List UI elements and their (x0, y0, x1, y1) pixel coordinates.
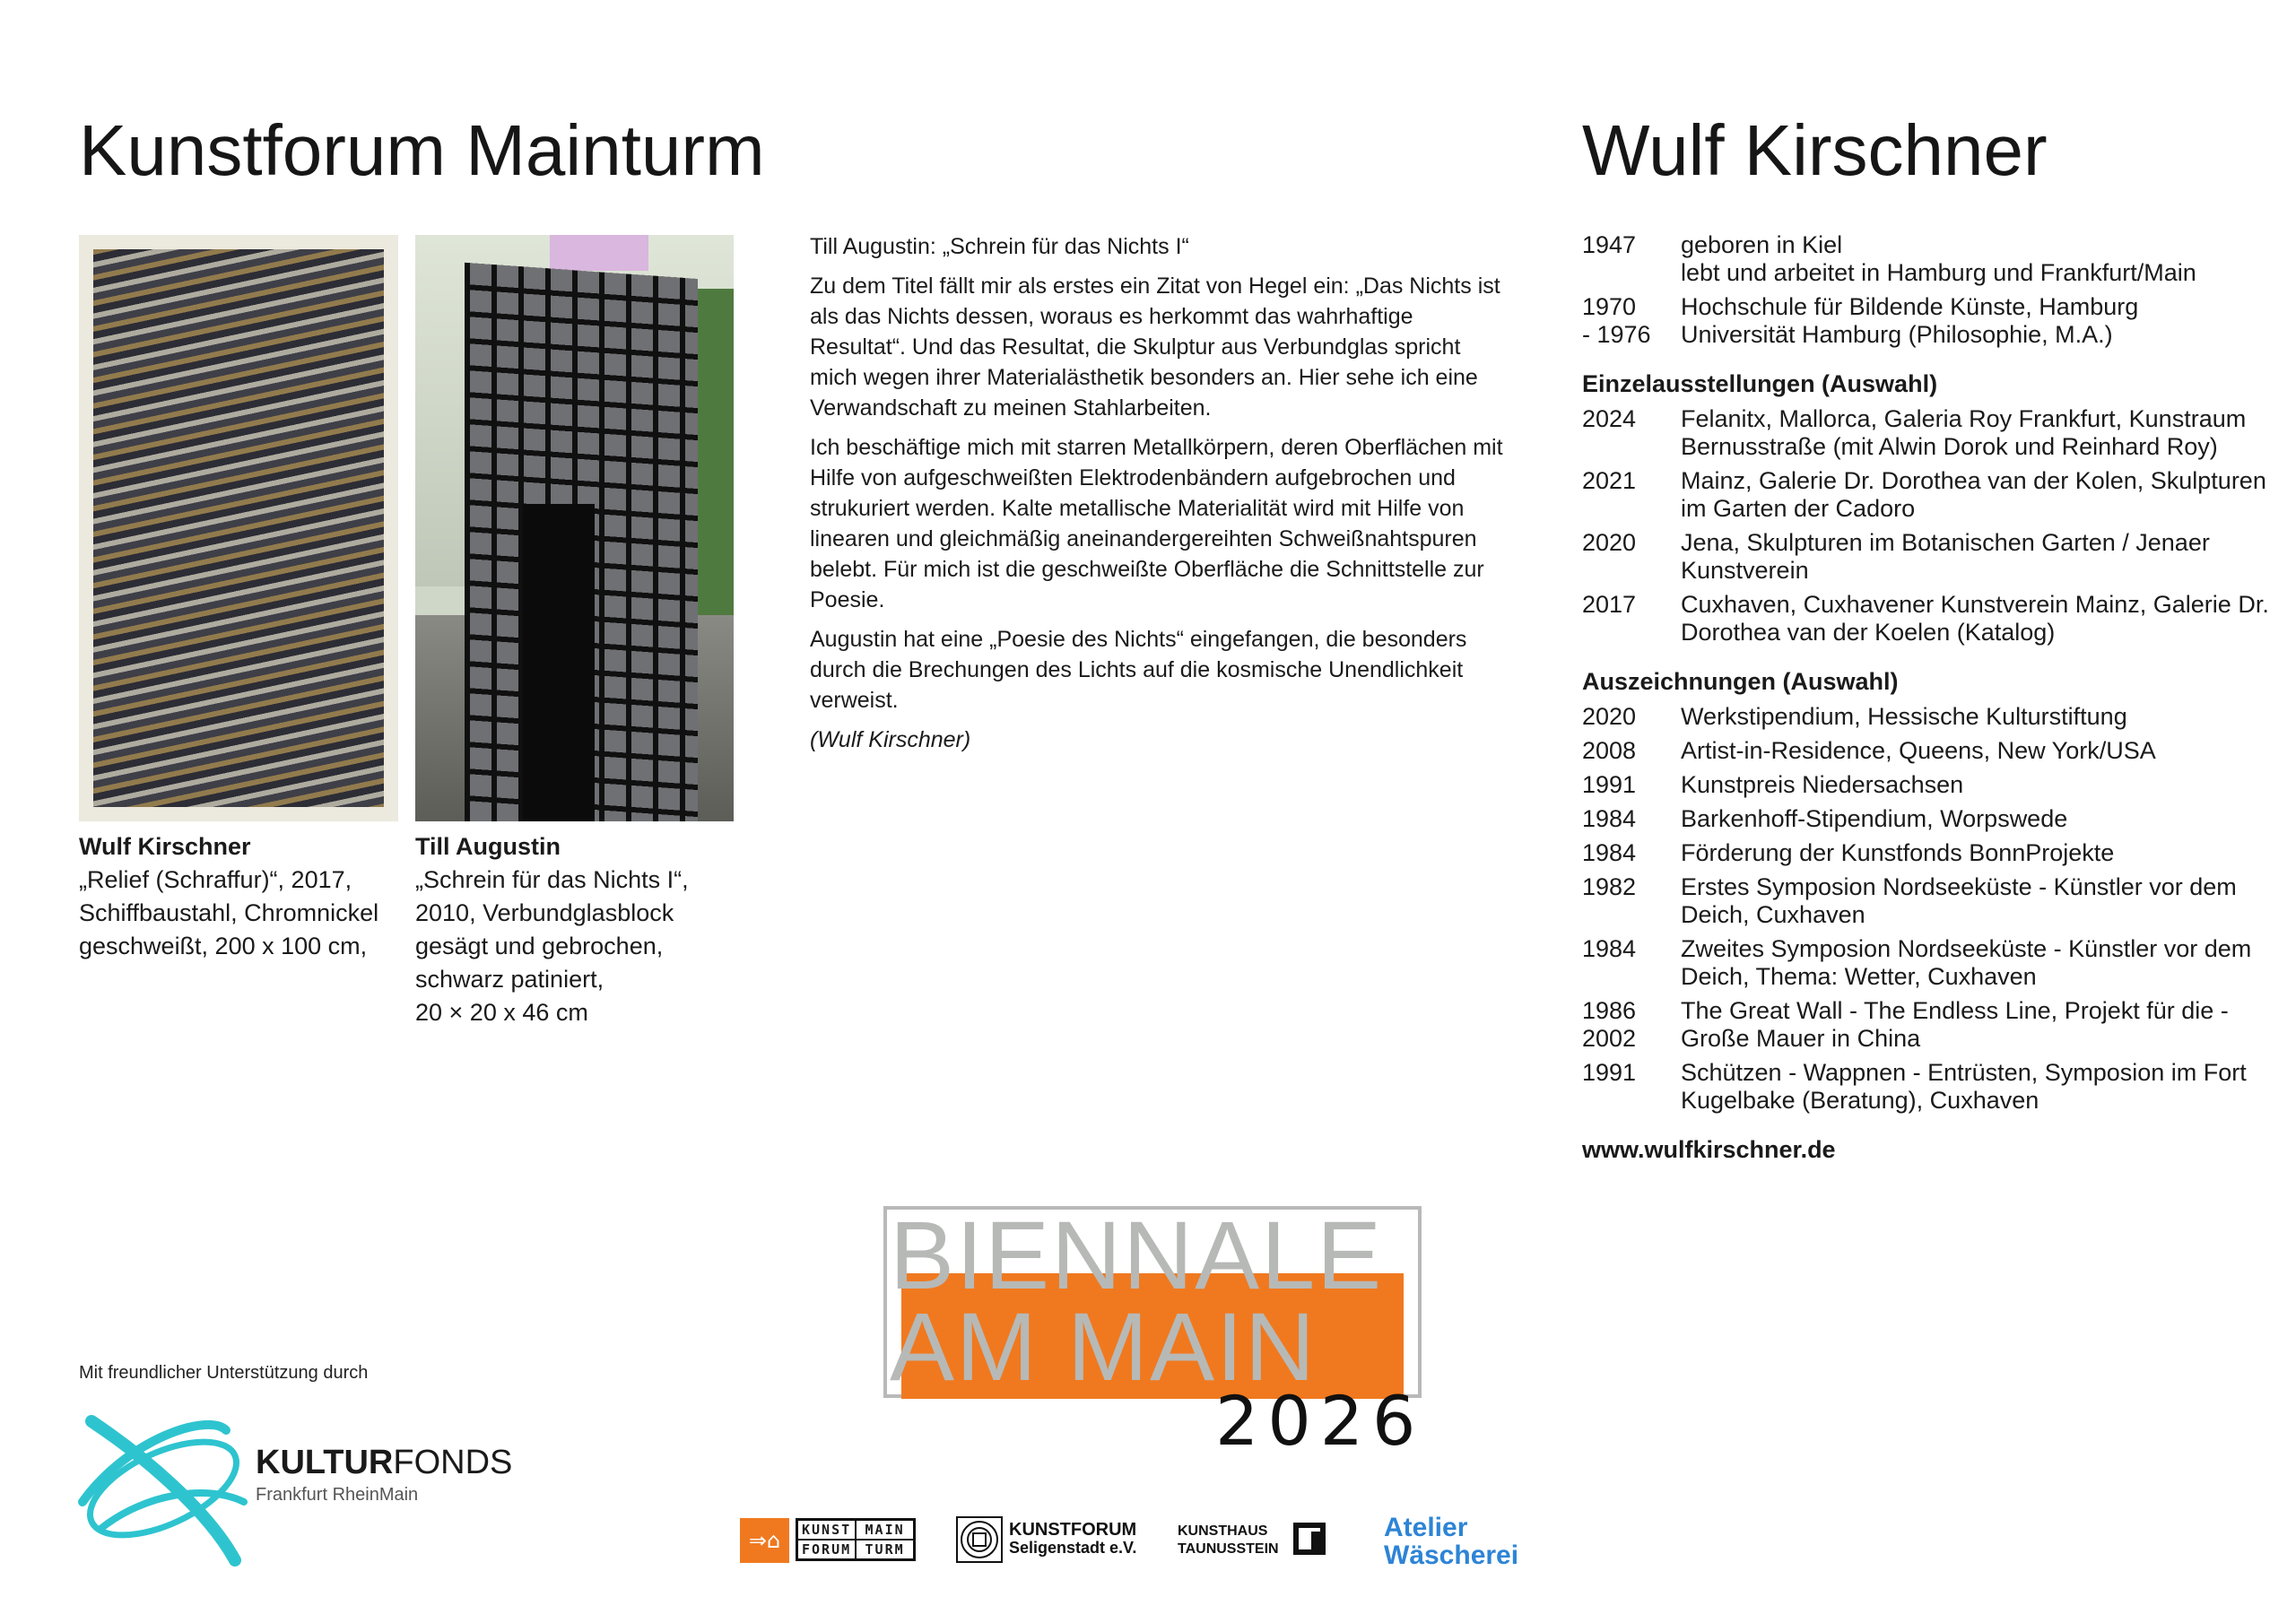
cv-text: Werkstipendium, Hessische Kulturstiftung (1681, 703, 2127, 730)
cv-row (1582, 997, 2282, 1053)
caption-line: 20 × 20 x 46 cm (415, 999, 588, 1026)
cv-year: 2020 (1582, 529, 1637, 556)
cv-row (1582, 529, 2282, 585)
kulturfonds-name (256, 1444, 512, 1482)
logo-text: KUNSTFORUM (1009, 1520, 1137, 1540)
essay-paragraph: Zu dem Titel fällt mir als erstes ein Zitat von Hegel ein: „Das Nichts ist als das Nichts dessen, woraus es herkommt das wahrhaftige Resultat“. Und das Resultat, die Skulptur aus Verbundglas spricht mich wegen ihrer Materialästhetik besonders an. Hier sehe ich eine Verwandschaft zu meinen Stahlarbeiten. (810, 273, 1500, 421)
cv-text: Kunstpreis Niedersachsen (1681, 771, 1964, 798)
logo-text: TAUNUSSTEIN (1178, 1541, 1279, 1557)
kunsthaus-square-icon (1293, 1523, 1326, 1555)
cv-text: Förderung der Kunstfonds BonnProjekte (1681, 839, 2115, 866)
cv-year: 1984 (1582, 805, 1637, 832)
cv-row (1582, 467, 2282, 523)
cv-text: Erstes Symposion Nordseeküste - Künstler vor dem Deich, Cuxhaven (1681, 873, 2237, 928)
atelier-waescherei-logo (1384, 1514, 1518, 1569)
logo-text: Seligenstadt e.V. (1009, 1539, 1137, 1557)
artwork-shrine-image (415, 235, 734, 821)
kunstforum-mainturm-logo (796, 1518, 916, 1561)
kulturfonds-logo-icon (74, 1403, 253, 1574)
essay-paragraph: Ich beschäftige mich mit starren Metallkörpern, deren Oberflächen mit Hilfe von aufgeschweißten Elektrodenbändern aufgebrochen und strukuriert werden. Kalte metallische Materialität wird mit Hilfe von linearen und gleichmäßig aneinandergereihten Schweißnahtspuren belebt. Für mich ist die geschweißte Oberfläche die Schnittstelle zur Poesie. (810, 435, 1503, 612)
caption-line: gesägt und gebrochen, (415, 933, 664, 959)
essay (810, 231, 1514, 764)
biennale-logo-line2: AM MAIN (890, 1292, 1318, 1401)
caption-line: schwarz patiniert, (415, 966, 604, 993)
cv-awards (1582, 668, 2282, 1115)
sponsor-label: Mit freundlicher Unterstützung durch (79, 1363, 369, 1383)
cv-row (1582, 771, 2282, 799)
cv-row (1582, 703, 2282, 731)
cv-row (1582, 839, 2282, 867)
cv-year: 2008 (1582, 737, 1637, 764)
cv-exhibitions (1582, 370, 2282, 647)
cv-year: 1984 (1582, 839, 1637, 866)
cv-text: Cuxhaven, Cuxhavener Kunstverein Mainz, Galerie Dr. Dorothea van der Koelen (Katalog) (1681, 591, 2269, 646)
logo-text: FORUM (797, 1540, 856, 1559)
cv-text: Zweites Symposion Nordseeküste - Künstler vor dem Deich, Thema: Wetter, Cuxhaven (1681, 935, 2252, 990)
cv-row (1582, 405, 2282, 461)
cv-year: 2017 (1582, 591, 1637, 618)
cv-row (1582, 805, 2282, 833)
cv-text: Hochschule für Bildende Künste, Hamburg Universität Hamburg (Philosophie, M.A.) (1681, 293, 2139, 348)
cv-row (1582, 873, 2282, 929)
kulturfonds-name-bold: KULTUR (256, 1444, 394, 1481)
caption-line: geschweißt, 200 x 100 cm, (79, 933, 368, 959)
essay-signature: (Wulf Kirschner) (810, 727, 971, 752)
kunstforum-seligenstadt-icon (953, 1514, 1005, 1566)
cv-year: 1947 (1582, 231, 1637, 258)
cv-year: 1986 2002 (1582, 997, 1637, 1052)
kunsthaus-taunusstein-logo (1178, 1523, 1279, 1558)
cv-year: 2021 (1582, 467, 1637, 494)
awards-heading: Auszeichnungen (Auswahl) (1582, 668, 1899, 695)
cv-text: geboren in Kiel lebt und arbeitet in Hamburg und Frankfurt/Main (1681, 231, 2196, 286)
logo-text: Atelier (1384, 1513, 1468, 1542)
cv-text: Artist-in-Residence, Queens, New York/USA (1681, 737, 2156, 764)
kunstforum-seligenstadt-logo (1009, 1521, 1136, 1557)
cv-row (1582, 737, 2282, 765)
cv-row (1582, 591, 2282, 647)
cv-text: Barkenhoff-Stipendium, Worpswede (1681, 805, 2068, 832)
cv-row (1582, 231, 2282, 287)
cv-row (1582, 935, 2282, 991)
caption-augustin (415, 830, 738, 1029)
biennale-logo-line1: BIENNALE (890, 1201, 1384, 1309)
cv-bio (1582, 231, 2282, 349)
logo-text: KUNST (797, 1520, 856, 1540)
caption-kirschner (79, 830, 402, 963)
artist-cv (1582, 231, 2282, 1164)
cv-text: Mainz, Galerie Dr. Dorothea van der Kolen, Skulpturen im Garten der Cadoro (1681, 467, 2266, 522)
kulturfonds-name-thin: FONDS (393, 1444, 513, 1481)
logo-text: TURM (856, 1540, 914, 1559)
biennale-logo-year: 2026 (1215, 1381, 1425, 1461)
essay-heading: Till Augustin: „Schrein für das Nichts I“ (810, 234, 1189, 259)
cv-text: Felanitx, Mallorca, Galeria Roy Frankfurt, Kunstraum Bernusstraße (mit Alwin Dorok und Reinhard Roy) (1681, 405, 2247, 460)
cv-year: 1991 (1582, 771, 1637, 798)
caption-artist-name: Till Augustin (415, 833, 561, 860)
cv-text: The Great Wall - The Endless Line, Projekt für die - Große Mauer in China (1681, 997, 2229, 1052)
cv-text: Jena, Skulpturen im Botanischen Garten / Jenaer Kunstverein (1681, 529, 2210, 584)
essay-paragraph: Augustin hat eine „Poesie des Nichts“ eingefangen, die besonders durch die Brechungen des Lichts auf die kosmische Unendlichkeit verweist. (810, 627, 1467, 713)
cv-year: 2024 (1582, 405, 1637, 432)
artwork-relief-image (79, 235, 398, 821)
caption-line: 2010, Verbundglasblock (415, 899, 674, 926)
logo-text: Wäscherei (1384, 1541, 1519, 1570)
cv-year: 2020 (1582, 703, 1637, 730)
cv-year: 1970 - 1976 (1582, 293, 1651, 348)
kulturfonds-sub: Frankfurt RheinMain (256, 1485, 419, 1505)
caption-line: „Relief (Schraffur)“, 2017, (79, 866, 352, 893)
cv-row (1582, 293, 2282, 349)
website-link[interactable]: www.wulfkirschner.de (1582, 1136, 1836, 1163)
exhibitions-heading: Einzelausstellungen (Auswahl) (1582, 370, 1938, 397)
cv-year: 1982 (1582, 873, 1637, 900)
page-title: Kunstforum Mainturm (79, 110, 765, 190)
caption-line: „Schrein für das Nichts I“, (415, 866, 689, 893)
logo-text: KUNSTHAUS (1178, 1523, 1268, 1539)
artist-title: Wulf Kirschner (1582, 110, 2048, 190)
cv-year: 1984 (1582, 935, 1637, 962)
cv-year: 1991 (1582, 1059, 1637, 1086)
kunstforum-mainturm-icon: ⇒⌂ (740, 1518, 789, 1563)
caption-line: Schiffbaustahl, Chromnickel (79, 899, 379, 926)
caption-artist-name: Wulf Kirschner (79, 833, 251, 860)
logo-text: MAIN (856, 1520, 914, 1540)
cv-row (1582, 1059, 2282, 1115)
cv-text: Schützen - Wappnen - Entrüsten, Symposion im Fort Kugelbake (Beratung), Cuxhaven (1681, 1059, 2247, 1114)
